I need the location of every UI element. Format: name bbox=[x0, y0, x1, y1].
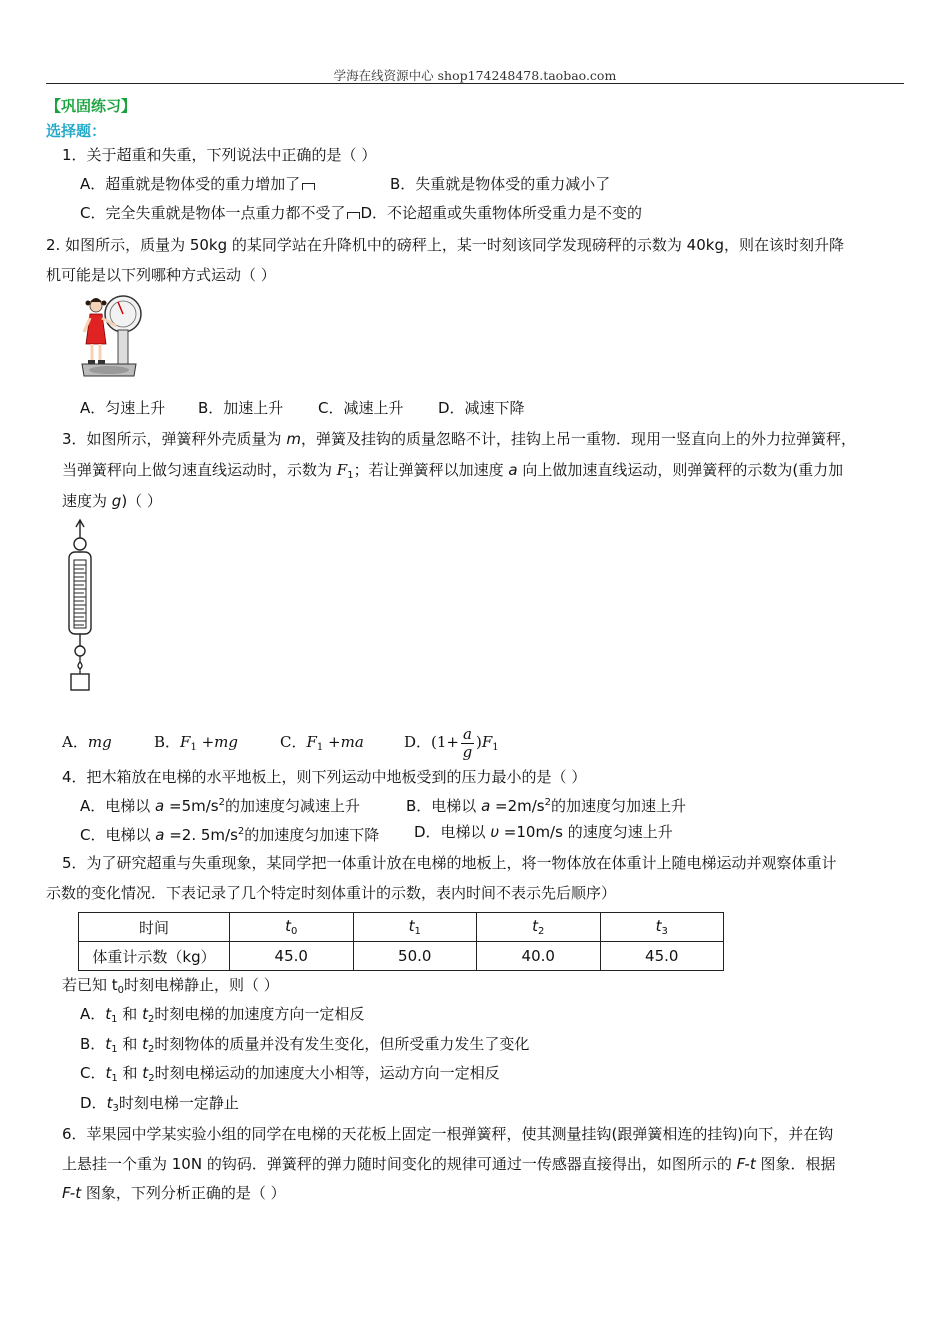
time-sub: 2 bbox=[148, 1073, 155, 1084]
q1-stem: 1．关于超重和失重，下列说法中正确的是（ ） bbox=[62, 146, 377, 164]
q4-sq: 2 bbox=[544, 797, 552, 808]
q4-value: =10m/s bbox=[499, 823, 563, 841]
q3-sub-1: 1 bbox=[316, 742, 324, 753]
q6-stem-line2 bbox=[62, 1154, 836, 1174]
q4-text: B．电梯以 bbox=[406, 797, 482, 815]
q5-option-d bbox=[80, 1093, 239, 1119]
time-sub: 0 bbox=[291, 926, 298, 937]
q3-var-a: a bbox=[508, 461, 518, 479]
table-row-label: 体重计示数（kg） bbox=[79, 942, 230, 971]
time-symbol: t bbox=[532, 917, 538, 935]
q3-a-label: A． bbox=[62, 733, 88, 751]
q4-value: =5m/s bbox=[164, 797, 219, 815]
placeholder-mark bbox=[302, 183, 315, 190]
q3-var-f: F bbox=[336, 461, 348, 479]
q5-text: 时刻电梯运动的加速度大小相等，运动方向一定相反 bbox=[154, 1064, 500, 1082]
q1-option-c-text: C．完全失重就是物体一点重力都不受了 bbox=[80, 204, 346, 222]
q6-ft: F-t bbox=[736, 1155, 756, 1173]
q6-stem-line3 bbox=[62, 1183, 286, 1203]
q3-plus: + bbox=[323, 733, 341, 751]
q4-option-a bbox=[80, 793, 360, 816]
table-row bbox=[79, 913, 724, 942]
fraction-a-over-g bbox=[461, 726, 474, 761]
time-sub: 2 bbox=[147, 1014, 155, 1025]
q5-text: 时刻电梯一定静止 bbox=[118, 1094, 239, 1112]
table-cell: 50.0 bbox=[353, 942, 477, 971]
q4-text: D．电梯以 bbox=[414, 823, 491, 841]
q3-text: )（ ） bbox=[121, 492, 162, 510]
q5-stem-line2: 示数的变化情况．下表记录了几个特定时刻体重计的示数，表内时间不表示先后顺序） bbox=[46, 884, 617, 902]
q3-text: 速度为 bbox=[62, 492, 112, 510]
q5-label: D． bbox=[80, 1094, 107, 1112]
q3-d-label: D． bbox=[404, 733, 432, 751]
q5-text: 时刻电梯的加速度方向一定相反 bbox=[154, 1005, 365, 1023]
q3-var-f: F bbox=[306, 733, 317, 751]
header-rule bbox=[46, 83, 904, 84]
spring-scale-figure bbox=[60, 518, 100, 694]
q5-text: 时刻物体的质量并没有发生变化，但所受重力发生了变化 bbox=[154, 1035, 530, 1053]
q3-option-a bbox=[62, 732, 112, 752]
q5-text: 和 bbox=[117, 1005, 143, 1023]
q6-ft: F-t bbox=[62, 1184, 82, 1202]
q3-text: ；若让弹簧秤以加速度 bbox=[353, 461, 509, 479]
q5-text: 和 bbox=[117, 1035, 143, 1053]
time-sub: 1 bbox=[111, 1014, 118, 1025]
q5-option-b bbox=[80, 1034, 529, 1060]
time-sub: 1 bbox=[414, 926, 421, 937]
q4-text: 的加速度匀加速下降 bbox=[244, 826, 380, 844]
table-cell: 45.0 bbox=[230, 942, 354, 971]
q3-var-f: F bbox=[180, 733, 191, 751]
q5-label: A． bbox=[80, 1005, 106, 1023]
q3-stem-line1 bbox=[62, 429, 856, 449]
q4-var: a bbox=[481, 797, 491, 815]
q4-var: υ bbox=[490, 823, 500, 841]
q6-text: 上悬挂一个重为 10N 的钩码．弹簧秤的弹力随时间变化的规律可通过一传感器直接得出，如图所示的 bbox=[62, 1155, 737, 1173]
time-symbol: t bbox=[285, 917, 291, 935]
table-header-cell: 时间 bbox=[79, 913, 230, 942]
q6-text: 图象，下列分析正确的是（ ） bbox=[81, 1184, 286, 1202]
q3-b-tail: mg bbox=[214, 733, 238, 751]
section-subtitle: 选择题： bbox=[46, 122, 107, 140]
q5-stem-line1: 5．为了研究超重与失重现象，某同学把一体重计放在电梯的地板上，将一物体放在体重计上随电梯运动并观察体重计 bbox=[62, 854, 837, 872]
q3-sub-1: 1 bbox=[190, 742, 197, 753]
section-title: 【巩固练习】 bbox=[46, 97, 137, 115]
table-header-cell bbox=[600, 913, 724, 942]
q5-condition bbox=[62, 975, 279, 1001]
q2-option-a: A．匀速上升 bbox=[80, 399, 166, 417]
time-symbol: t bbox=[106, 1094, 113, 1112]
fraction-numerator: a bbox=[463, 724, 472, 743]
q5-option-a bbox=[80, 1004, 364, 1030]
q3-stem-line2 bbox=[62, 460, 843, 486]
q6-stem-line1: 6．苹果园中学某实验小组的同学在电梯的天花板上固定一根弹簧秤，使其测量挂钩(跟弹簧相连的挂钩)向下，并在钩 bbox=[62, 1125, 834, 1143]
q5-label: B． bbox=[80, 1035, 106, 1053]
q4-stem: 4．把木箱放在电梯的水平地板上，则下列运动中地板受到的压力最小的是（ ） bbox=[62, 768, 587, 786]
table-header-cell bbox=[353, 913, 477, 942]
q4-var: a bbox=[155, 797, 165, 815]
q5-sub: 0 bbox=[117, 985, 125, 996]
page-header: 学海在线资源中心 shop174248478.taobao.com bbox=[333, 68, 617, 83]
time-symbol: t bbox=[142, 1005, 148, 1023]
q4-value: =2. 5m/s bbox=[164, 826, 238, 844]
q3-option-c bbox=[280, 732, 364, 758]
time-symbol: t bbox=[142, 1035, 148, 1053]
q3-d-close: ) bbox=[475, 733, 482, 751]
q5-option-c bbox=[80, 1063, 500, 1089]
time-symbol: t bbox=[142, 1064, 149, 1082]
girl-on-scale-figure bbox=[74, 290, 144, 382]
fraction-denominator: g bbox=[462, 742, 473, 761]
q3-text: 当弹簧秤向上做匀速直线运动时，示数为 bbox=[62, 461, 337, 479]
q4-text: 的加速度匀减速上升 bbox=[224, 797, 360, 815]
q3-stem-line3 bbox=[62, 491, 162, 511]
table-header-cell bbox=[477, 913, 601, 942]
q3-text: 向上做加速直线运动，则弹簧秤的示数为(重力加 bbox=[517, 461, 844, 479]
q1-option-b: B．失重就是物体受的重力减小了 bbox=[390, 175, 611, 193]
q5-text: 若已知 t bbox=[62, 976, 118, 994]
q2-stem-line2: 机可能是以下列哪种方式运动（ ） bbox=[46, 266, 276, 284]
q3-var-g: g bbox=[111, 492, 122, 510]
q3-plus: + bbox=[196, 733, 215, 751]
q3-var-f: F bbox=[481, 733, 493, 751]
q3-d-open: (1+ bbox=[431, 733, 459, 751]
q3-text: 3．如图所示，弹簧秤外壳质量为 bbox=[62, 430, 287, 448]
q2-option-b: B．加速上升 bbox=[198, 399, 284, 417]
weight-table bbox=[78, 912, 724, 971]
q5-label: C． bbox=[80, 1064, 106, 1082]
q4-sq: 2 bbox=[218, 797, 225, 808]
q2-option-c: C．减速上升 bbox=[318, 399, 404, 417]
time-sub: 3 bbox=[112, 1103, 119, 1114]
q4-var: a bbox=[155, 826, 165, 844]
q1-option-d: D．不论超重或失重物体所受重力是不变的 bbox=[360, 204, 643, 222]
q2-stem-line1: 2. 如图所示，质量为 50kg 的某同学站在升降机中的磅秤上，某一时刻该同学发现磅秤的示数为 40kg，则在该时刻升降 bbox=[46, 236, 844, 254]
time-sub: 2 bbox=[148, 1044, 155, 1055]
q4-text: 的速度匀速上升 bbox=[562, 823, 673, 841]
time-sub: 1 bbox=[111, 1073, 118, 1084]
time-sub: 3 bbox=[661, 926, 668, 937]
time-symbol: t bbox=[105, 1005, 112, 1023]
time-symbol: t bbox=[655, 917, 662, 935]
q5-text: 和 bbox=[117, 1064, 143, 1082]
q3-sub-1: 1 bbox=[347, 470, 354, 481]
time-symbol: t bbox=[105, 1064, 112, 1082]
q2-option-d: D．减速下降 bbox=[438, 399, 525, 417]
table-row bbox=[79, 942, 724, 971]
q3-var-m: m bbox=[286, 430, 301, 448]
q1-option-a-text: A．超重就是物体受的重力增加了 bbox=[80, 175, 301, 193]
q5-text: 时刻电梯静止，则（ ） bbox=[124, 976, 279, 994]
q3-c-label: C． bbox=[280, 733, 307, 751]
q3-option-d bbox=[404, 722, 499, 768]
table-cell: 40.0 bbox=[477, 942, 601, 971]
q4-option-b bbox=[406, 793, 686, 816]
q3-text: ，弹簧及挂钩的质量忽略不计，挂钩上吊一重物．现用一竖直向上的外力拉弹簧秤， bbox=[300, 430, 856, 448]
q4-text: C．电梯以 bbox=[80, 826, 156, 844]
q4-text: 的加速度匀加速上升 bbox=[551, 797, 687, 815]
time-symbol: t bbox=[105, 1035, 112, 1053]
q4-value: =2m/s bbox=[490, 797, 545, 815]
q4-option-d bbox=[414, 822, 673, 842]
table-header-cell bbox=[230, 913, 354, 942]
time-sub: 1 bbox=[111, 1044, 118, 1055]
q3-a-expr: mg bbox=[87, 733, 112, 751]
q1-option-c bbox=[80, 203, 642, 223]
q3-c-tail: ma bbox=[340, 733, 364, 751]
q3-option-b bbox=[154, 732, 238, 758]
q4-option-c bbox=[80, 822, 379, 845]
q3-b-label: B． bbox=[154, 733, 181, 751]
q6-text: 图象．根据 bbox=[755, 1155, 836, 1173]
placeholder-mark bbox=[347, 212, 360, 219]
q4-text: A．电梯以 bbox=[80, 797, 156, 815]
time-symbol: t bbox=[408, 917, 415, 935]
table-cell: 45.0 bbox=[600, 942, 724, 971]
q3-sub-1: 1 bbox=[492, 742, 499, 753]
q4-sq: 2 bbox=[237, 826, 245, 837]
time-sub: 2 bbox=[538, 926, 545, 937]
q1-option-a bbox=[80, 174, 315, 194]
